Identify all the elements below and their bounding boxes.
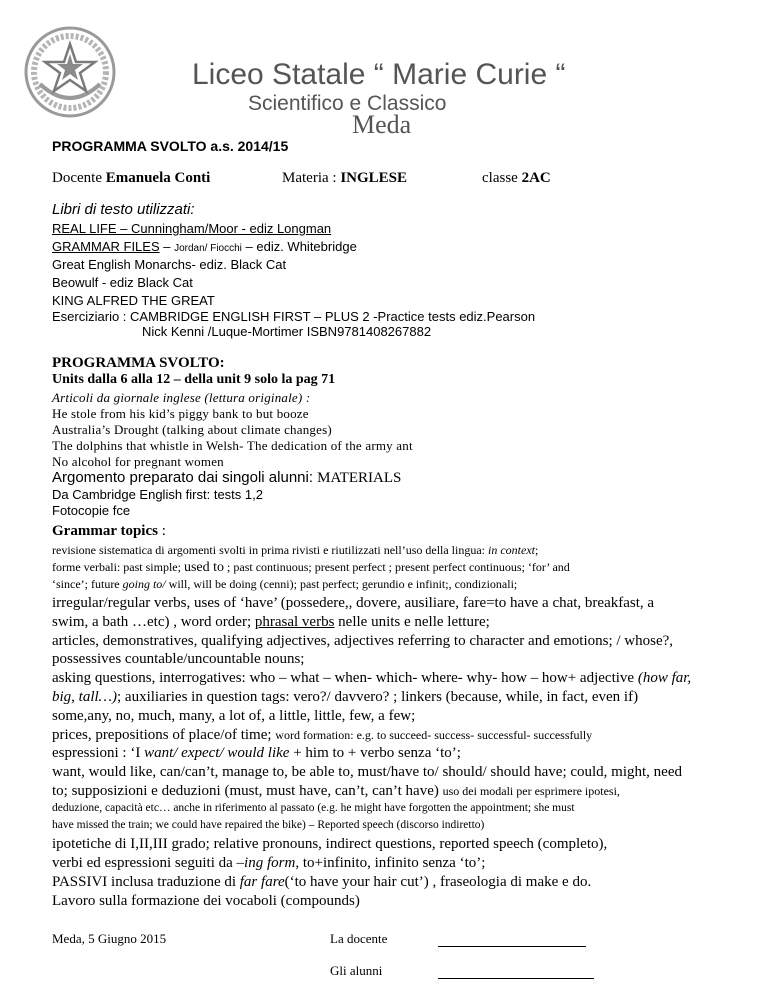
article-item: He stole from his kid’s piggy bank to but booze <box>52 406 309 421</box>
grammar-line: want, would like, can/can’t, manage to, be able to, must/have to/ should/ should have; could, might, need <box>52 764 682 780</box>
argomento-line: Argomento preparato dai singoli alunni: MATERIALS <box>52 469 402 486</box>
grammar-line: verbi ed espressioni seguiti da –ing form, to+infinito, infinito senza ‘to’; <box>52 855 486 871</box>
article-item: Australia’s Drought (talking about climate changes) <box>52 422 332 437</box>
grammar-line: possessives countable/uncountable nouns; <box>52 651 305 667</box>
republic-emblem-logo <box>20 22 120 122</box>
article-item: The dolphins that whistle in Welsh- The dedication of the army ant <box>52 438 413 453</box>
libri-item: KING ALFRED THE GREAT <box>52 293 215 308</box>
grammar-line: ipotetiche di I,II,III grado; relative pronouns, indirect questions, reported speech (completo), <box>52 836 608 852</box>
grammar-line: have missed the train; we could have repaired the bike) – Reported speech (discorso indiretto) <box>52 819 485 831</box>
grammar-line: Lavoro sulla formazione dei vocaboli (compounds) <box>52 893 360 909</box>
footer-date: Meda, 5 Giugno 2015 <box>52 931 167 946</box>
classe-info: classe 2AC <box>482 170 551 186</box>
libri-item: Great English Monarchs- ediz. Black Cat <box>52 257 287 272</box>
article-item: No alcohol for pregnant women <box>52 454 224 469</box>
alunni-signature-line <box>438 978 594 979</box>
grammar-line: PASSIVI inclusa traduzione di far fare(‘to have your hair cut’) , fraseologia di make e do. <box>52 874 592 890</box>
grammar-heading: Grammar topics : <box>52 523 166 539</box>
units-line: Units dalla 6 alla 12 – della unit 9 solo la pag 71 <box>52 372 336 387</box>
libri-heading: Libri di testo utilizzati: <box>52 201 195 218</box>
docente-signature-line <box>438 946 586 947</box>
page-title: PROGRAMMA SVOLTO a.s. 2014/15 <box>52 138 289 154</box>
fotocopie-line: Fotocopie fce <box>52 503 131 518</box>
grammar-line: to; supposizioni e deduzioni (must, must have, can’t, can’t have) uso dei modali per esprimere ipotesi, <box>52 783 620 799</box>
programma-heading: PROGRAMMA SVOLTO: <box>52 355 225 371</box>
alunni-signature-label: Gli alunni <box>330 963 383 978</box>
libri-item: Eserciziario : CAMBRIDGE ENGLISH FIRST – PLUS 2 -Practice tests ediz.Pearson <box>52 309 536 324</box>
grammar-line: swim, a bath …etc) , word order; phrasal verbs nelle units e nelle letture; <box>52 614 490 630</box>
grammar-line: espressioni : ‘I want/ expect/ would like + him to + verbo senza ‘to’; <box>52 745 461 761</box>
materia-info: Materia : INGLESE <box>282 170 408 186</box>
grammar-line: articles, demonstratives, qualifying adjectives, adjectives referring to character and emotions; / whose?, <box>52 633 674 649</box>
grammar-line: deduzione, capacità etc… anche in riferimento al passato (e.g. he might have forgotten the appointment; she must <box>52 802 575 814</box>
grammar-line: big, tall…); auxiliaries in question tags: vero?/ davvero? ; linkers (because, while, in fact, even if) <box>52 689 639 705</box>
docente-signature-label: La docente <box>330 931 388 946</box>
grammar-line: revisione sistematica di argomenti svolti in prima rivisti e riutilizzati nell’uso della lingua: in context; <box>52 543 539 557</box>
grammar-line: prices, prepositions of place/of time; word formation: e.g. to succeed- success- successful- successfully <box>52 727 593 743</box>
grammar-line: ‘since’; future going to/ will, will be doing (cenni); past perfect; gerundio e infinit;, condizionali; <box>52 577 518 591</box>
articoli-heading: Articoli da giornale inglese (lettura originale) : <box>52 390 311 405</box>
school-city: Meda <box>352 110 412 139</box>
libri-item: Beowulf - ediz Black Cat <box>52 275 193 290</box>
grammar-line: some,any, no, much, many, a lot of, a little, little, few, a few; <box>52 708 416 724</box>
docente-info: Docente Emanuela Conti <box>52 170 211 186</box>
libri-item: REAL LIFE – Cunningham/Moor - ediz Longman <box>52 221 332 236</box>
cambridge-line: Da Cambridge English first: tests 1,2 <box>52 487 263 502</box>
school-type: Scientifico e Classico <box>248 92 447 115</box>
libri-item: Nick Kenni /Luque-Mortimer ISBN9781408267882 <box>142 324 432 339</box>
grammar-line: irregular/regular verbs, uses of ‘have’ (possedere,, dovere, ausiliare, fare=to have a chat, breakfast, a <box>52 595 655 611</box>
grammar-line: forme verbali: past simple; used to ; past continuous; present perfect ; present perfect continuous; ‘for’ and <box>52 560 570 575</box>
school-name: Liceo Statale “ Marie Curie “ <box>192 58 566 91</box>
grammar-line: asking questions, interrogatives: who – what – when- which- where- why- how – how+ adjective (how far, <box>52 670 692 686</box>
libri-item: GRAMMAR FILES – Jordan/ Fiocchi – ediz. Whitebridge <box>52 239 357 254</box>
